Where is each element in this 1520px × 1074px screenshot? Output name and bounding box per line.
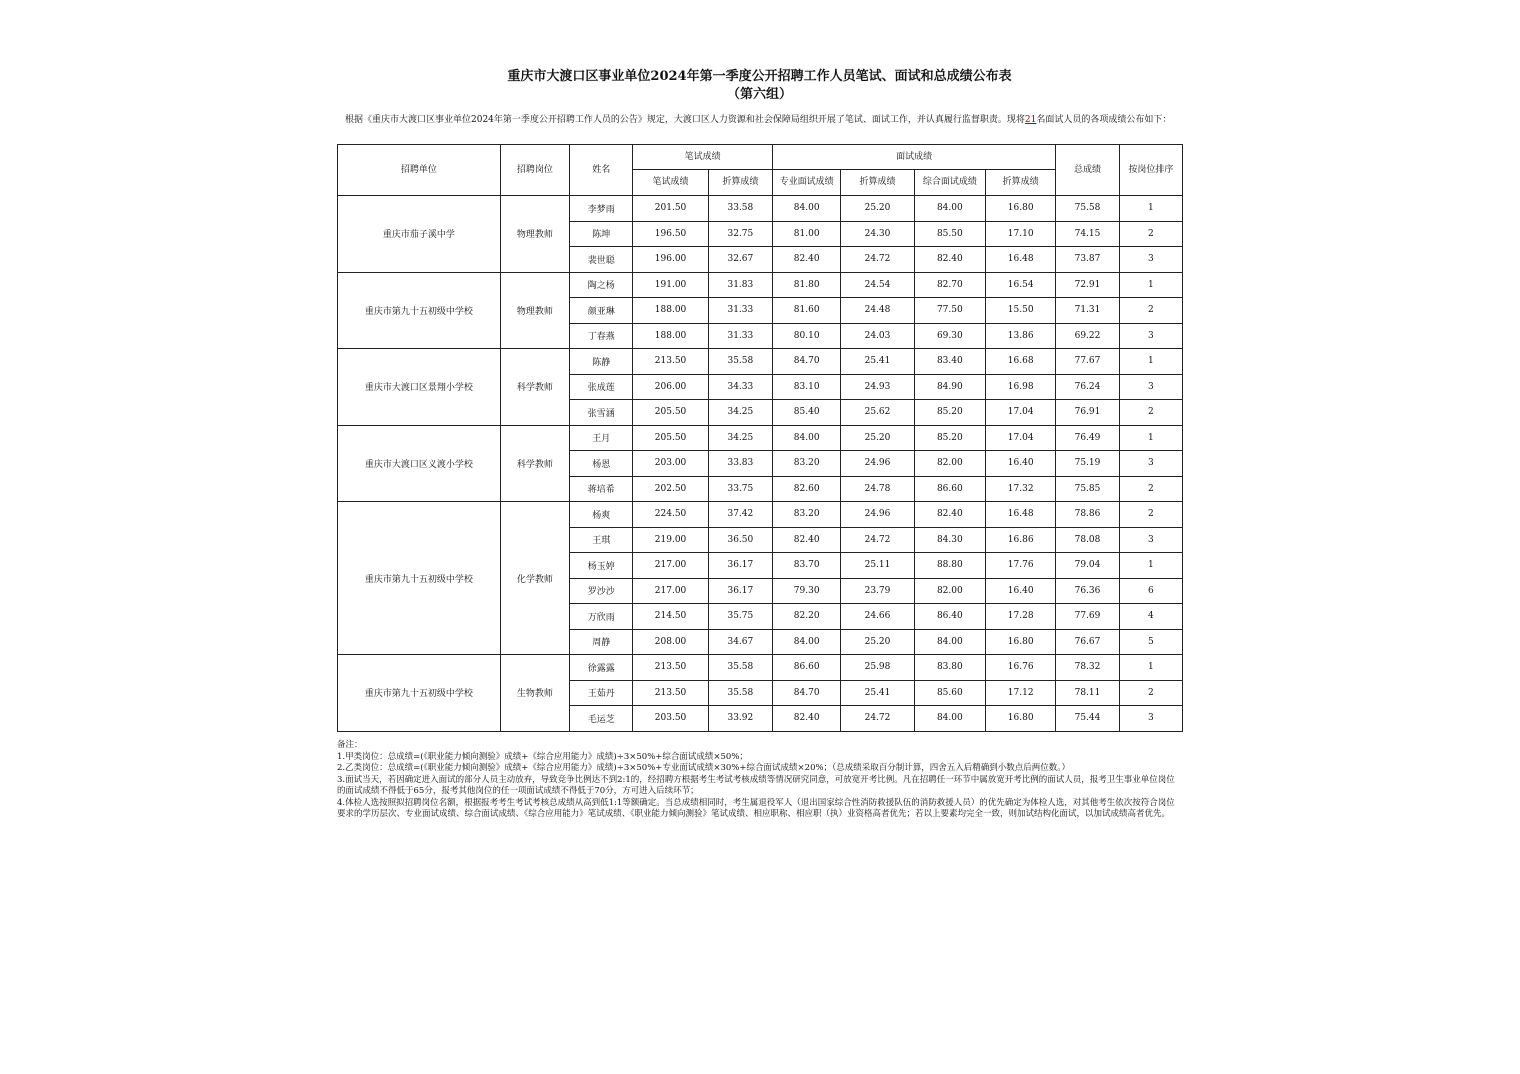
cell-written-converted: 35.58 [708,680,772,706]
cell-written-converted: 32.75 [708,221,772,247]
table-row [338,272,1183,298]
cell-comp-converted: 16.48 [986,247,1056,273]
cell-pro-interview: 86.60 [773,655,841,681]
intro-paragraph [337,114,1182,127]
cell-total: 78.11 [1056,680,1119,706]
cell-comp-converted: 17.04 [986,400,1056,426]
cell-name: 王茹丹 [570,680,633,706]
cell-written-score: 219.00 [633,527,708,553]
cell-name: 李梦雨 [570,196,633,222]
cell-rank: 1 [1119,553,1182,579]
cell-written-score: 203.00 [633,451,708,477]
cell-name: 陶之杨 [570,272,633,298]
cell-written-converted: 35.58 [708,655,772,681]
cell-comp-converted: 15.50 [986,298,1056,324]
cell-written-converted: 35.58 [708,349,772,375]
cell-comp-interview: 82.00 [914,451,985,477]
header-comp-converted: 折算成绩 [986,170,1056,196]
cell-pro-interview: 82.40 [773,706,841,732]
cell-comp-interview: 86.40 [914,604,985,630]
cell-written-score: 196.00 [633,247,708,273]
cell-rank: 2 [1119,502,1182,528]
cell-rank: 2 [1119,400,1182,426]
cell-name: 陈坤 [570,221,633,247]
cell-written-converted: 34.33 [708,374,772,400]
note-item: 2.乙类岗位：总成绩=(《职业能力倾向测验》成绩+《综合应用能力》成绩)÷3×50%+专业面试成绩×30%+综合面试成绩×20%；（总成绩采取百分制计算，四舍五入后精确到小数点后两位数。） [337,763,1071,773]
intro-text-after: 名面试人员的各项成绩公布如下： [1036,115,1172,125]
cell-comp-converted: 16.48 [986,502,1056,528]
cell-pro-converted: 24.48 [841,298,914,324]
cell-total: 77.67 [1056,349,1119,375]
cell-comp-interview: 83.80 [914,655,985,681]
header-pro-converted: 折算成绩 [841,170,914,196]
cell-comp-interview: 82.00 [914,578,985,604]
cell-pro-interview: 84.70 [773,349,841,375]
cell-written-converted: 36.50 [708,527,772,553]
cell-comp-interview: 77.50 [914,298,985,324]
cell-comp-interview: 84.90 [914,374,985,400]
cell-total: 69.22 [1056,323,1119,349]
cell-total: 76.91 [1056,400,1119,426]
cell-written-score: 208.00 [633,629,708,655]
cell-comp-converted: 17.32 [986,476,1056,502]
cell-written-converted: 33.83 [708,451,772,477]
cell-written-score: 224.50 [633,502,708,528]
note-item: 3.面试当天，若因确定进入面试的部分人员主动放弃，导致竞争比例达不到2:1的，经招聘方根据考生考试考核成绩等情况研究同意，可放宽开考比例。凡在招聘任一环节中属放宽开考比例的面试人员，报考卫生事业单位岗位的面试成绩不得低于65分，报考其他岗位的任一项面试成绩不得低于70分，方可进入后续环节； [337,774,1175,796]
cell-comp-interview: 84.00 [914,629,985,655]
cell-pro-interview: 82.40 [773,527,841,553]
cell-written-score: 213.50 [633,680,708,706]
page-title: 重庆市大渡口区事业单位2024年第一季度公开招聘工作人员笔试、面试和总成绩公布表 [507,69,1012,84]
cell-total: 79.04 [1056,553,1119,579]
cell-name: 张雪涵 [570,400,633,426]
cell-name: 王月 [570,425,633,451]
cell-total: 71.31 [1056,298,1119,324]
cell-total: 72.91 [1056,272,1119,298]
cell-rank: 3 [1119,374,1182,400]
cell-pro-interview: 84.70 [773,680,841,706]
cell-pro-converted: 24.96 [841,451,914,477]
cell-position: 化学教师 [500,502,569,655]
cell-comp-interview: 85.20 [914,425,985,451]
cell-comp-interview: 88.80 [914,553,985,579]
cell-name: 丁春燕 [570,323,633,349]
cell-comp-interview: 83.40 [914,349,985,375]
cell-comp-interview: 82.40 [914,502,985,528]
cell-comp-converted: 16.80 [986,196,1056,222]
cell-pro-interview: 84.00 [773,425,841,451]
cell-comp-converted: 16.54 [986,272,1056,298]
cell-pro-converted: 25.20 [841,196,914,222]
cell-name: 颜亚琳 [570,298,633,324]
cell-pro-converted: 25.11 [841,553,914,579]
cell-rank: 3 [1119,451,1182,477]
cell-total: 75.85 [1056,476,1119,502]
cell-comp-interview: 85.60 [914,680,985,706]
cell-total: 77.69 [1056,604,1119,630]
cell-total: 73.87 [1056,247,1119,273]
table-row [338,349,1183,375]
page-subtitle: （第六组） [726,87,792,102]
cell-total: 78.08 [1056,527,1119,553]
header-position: 招聘岗位 [500,145,569,196]
cell-name: 杨玉婷 [570,553,633,579]
cell-comp-converted: 16.68 [986,349,1056,375]
header-comp-interview: 综合面试成绩 [914,170,985,196]
cell-written-converted: 33.92 [708,706,772,732]
cell-written-score: 213.50 [633,349,708,375]
intro-text-before: 根据《重庆市大渡口区事业单位2024年第一季度公开招聘工作人员的公告》规定，大渡口区人力资源和社会保障局组织开展了笔试、面试工作，并认真履行监督职责。现将 [345,115,1025,125]
cell-written-converted: 33.75 [708,476,772,502]
cell-total: 78.32 [1056,655,1119,681]
cell-rank: 1 [1119,196,1182,222]
cell-pro-interview: 83.10 [773,374,841,400]
cell-rank: 3 [1119,247,1182,273]
cell-pro-converted: 25.20 [841,425,914,451]
cell-pro-converted: 24.96 [841,502,914,528]
cell-position: 生物教师 [500,655,569,732]
cell-pro-interview: 81.80 [773,272,841,298]
cell-pro-interview: 85.40 [773,400,841,426]
note-item: 4.体检人选按照拟招聘岗位名额，根据报考考生考试考核总成绩从高到低1:1等额确定。当总成绩相同时，考生属退役军人（退出国家综合性消防救援队伍的消防救援人员）的优先确定为体检人选，对其他考生依次按符合岗位要求的学历层次、专业面试成绩、综合面试成绩、《综合应用能力》笔试成绩、《职业能力倾向测验》笔试成绩、相应职称、相应职（执）业资格高者优先；若以上要素均完全一致，则加试结构化面试，以加试成绩高者优先。 [337,797,1175,819]
cell-pro-interview: 83.20 [773,451,841,477]
cell-pro-interview: 82.60 [773,476,841,502]
cell-pro-interview: 83.20 [773,502,841,528]
cell-written-converted: 31.83 [708,272,772,298]
cell-position: 物理教师 [500,272,569,349]
cell-comp-interview: 85.20 [914,400,985,426]
cell-written-score: 214.50 [633,604,708,630]
cell-name: 徐露露 [570,655,633,681]
header-pro-interview: 专业面试成绩 [773,170,841,196]
cell-pro-interview: 84.00 [773,196,841,222]
cell-rank: 4 [1119,604,1182,630]
header-rank: 按岗位排序 [1119,145,1182,196]
cell-comp-converted: 13.86 [986,323,1056,349]
cell-written-score: 213.50 [633,655,708,681]
cell-comp-interview: 84.30 [914,527,985,553]
cell-comp-interview: 84.00 [914,706,985,732]
cell-total: 74.15 [1056,221,1119,247]
table-row [338,196,1183,222]
cell-total: 76.36 [1056,578,1119,604]
cell-rank: 1 [1119,272,1182,298]
cell-written-score: 188.00 [633,298,708,324]
cell-pro-interview: 79.30 [773,578,841,604]
cell-pro-converted: 24.72 [841,527,914,553]
cell-pro-interview: 84.00 [773,629,841,655]
cell-comp-converted: 16.80 [986,706,1056,732]
cell-comp-converted: 16.80 [986,629,1056,655]
cell-written-score: 201.50 [633,196,708,222]
cell-pro-converted: 24.72 [841,247,914,273]
header-total: 总成绩 [1056,145,1119,196]
cell-name: 罗沙沙 [570,578,633,604]
cell-written-score: 205.50 [633,400,708,426]
cell-rank: 2 [1119,221,1182,247]
cell-pro-converted: 24.66 [841,604,914,630]
table-row [338,425,1183,451]
cell-name: 万欣雨 [570,604,633,630]
cell-written-converted: 37.42 [708,502,772,528]
cell-total: 75.58 [1056,196,1119,222]
cell-name: 杨爽 [570,502,633,528]
cell-rank: 2 [1119,298,1182,324]
cell-total: 78.86 [1056,502,1119,528]
cell-written-converted: 34.25 [708,425,772,451]
cell-comp-interview: 69.30 [914,323,985,349]
cell-unit: 重庆市大渡口区义渡小学校 [338,425,501,502]
cell-position: 科学教师 [500,425,569,502]
cell-pro-interview: 83.70 [773,553,841,579]
cell-name: 毛运芝 [570,706,633,732]
cell-pro-converted: 25.98 [841,655,914,681]
cell-written-converted: 36.17 [708,578,772,604]
cell-pro-converted: 23.79 [841,578,914,604]
cell-comp-converted: 17.04 [986,425,1056,451]
cell-unit: 重庆市第九十五初级中学校 [338,655,501,732]
cell-pro-interview: 81.60 [773,298,841,324]
cell-rank: 1 [1119,349,1182,375]
cell-comp-interview: 86.60 [914,476,985,502]
cell-pro-interview: 82.40 [773,247,841,273]
cell-comp-converted: 17.12 [986,680,1056,706]
cell-comp-converted: 16.40 [986,578,1056,604]
cell-unit: 重庆市第九十五初级中学校 [338,502,501,655]
cell-name: 王琪 [570,527,633,553]
cell-comp-converted: 16.98 [986,374,1056,400]
header-written-group: 笔试成绩 [633,145,773,170]
cell-pro-interview: 81.00 [773,221,841,247]
table-row [338,502,1183,528]
cell-written-score: 191.00 [633,272,708,298]
scores-table-body [338,196,1183,732]
cell-comp-interview: 85.50 [914,221,985,247]
cell-rank: 1 [1119,425,1182,451]
table-row [338,655,1183,681]
header-unit: 招聘单位 [338,145,501,196]
note-item: 1.甲类岗位：总成绩=(《职业能力倾向测验》成绩+《综合应用能力》成绩)÷3×50%+综合面试成绩×50%； [337,751,748,762]
cell-written-score: 217.00 [633,553,708,579]
cell-pro-converted: 25.62 [841,400,914,426]
cell-comp-interview: 82.40 [914,247,985,273]
cell-pro-converted: 24.03 [841,323,914,349]
cell-rank: 2 [1119,476,1182,502]
header-name: 姓名 [570,145,633,196]
cell-name: 裴世聪 [570,247,633,273]
cell-comp-converted: 17.10 [986,221,1056,247]
cell-comp-converted: 17.28 [986,604,1056,630]
cell-name: 陈静 [570,349,633,375]
cell-pro-converted: 24.72 [841,706,914,732]
cell-written-score: 202.50 [633,476,708,502]
cell-comp-converted: 17.76 [986,553,1056,579]
cell-name: 周静 [570,629,633,655]
cell-total: 76.49 [1056,425,1119,451]
cell-pro-interview: 80.10 [773,323,841,349]
cell-position: 物理教师 [500,196,569,273]
cell-total: 76.24 [1056,374,1119,400]
scores-table [337,144,1183,732]
cell-total: 75.19 [1056,451,1119,477]
cell-written-converted: 36.17 [708,553,772,579]
cell-comp-converted: 16.76 [986,655,1056,681]
cell-comp-interview: 84.00 [914,196,985,222]
cell-rank: 2 [1119,680,1182,706]
cell-rank: 5 [1119,629,1182,655]
cell-written-converted: 32.67 [708,247,772,273]
header-written-score: 笔试成绩 [633,170,708,196]
cell-pro-converted: 24.30 [841,221,914,247]
cell-pro-converted: 25.41 [841,680,914,706]
notes-label: 备注： [337,740,363,750]
cell-written-converted: 35.75 [708,604,772,630]
cell-written-score: 196.50 [633,221,708,247]
cell-pro-converted: 24.54 [841,272,914,298]
cell-pro-interview: 82.20 [773,604,841,630]
cell-rank: 6 [1119,578,1182,604]
header-written-converted: 折算成绩 [708,170,772,196]
cell-written-score: 203.50 [633,706,708,732]
cell-pro-converted: 24.78 [841,476,914,502]
cell-total: 75.44 [1056,706,1119,732]
cell-name: 蒋培希 [570,476,633,502]
cell-total: 76.67 [1056,629,1119,655]
cell-pro-converted: 25.41 [841,349,914,375]
cell-comp-interview: 82.70 [914,272,985,298]
cell-written-converted: 31.33 [708,323,772,349]
cell-written-converted: 34.67 [708,629,772,655]
cell-unit: 重庆市第九十五初级中学校 [338,272,501,349]
cell-rank: 3 [1119,323,1182,349]
cell-written-converted: 33.58 [708,196,772,222]
cell-unit: 重庆市茄子溪中学 [338,196,501,273]
cell-rank: 1 [1119,655,1182,681]
notes [337,740,1182,821]
cell-pro-converted: 24.93 [841,374,914,400]
cell-position: 科学教师 [500,349,569,426]
cell-written-score: 188.00 [633,323,708,349]
cell-comp-converted: 16.40 [986,451,1056,477]
cell-name: 张成莲 [570,374,633,400]
cell-rank: 3 [1119,706,1182,732]
cell-written-score: 217.00 [633,578,708,604]
cell-written-score: 206.00 [633,374,708,400]
header-interview-group: 面试成绩 [773,145,1056,170]
cell-written-converted: 31.33 [708,298,772,324]
intro-count: 21 [1024,115,1037,125]
cell-comp-converted: 16.86 [986,527,1056,553]
cell-written-converted: 34.25 [708,400,772,426]
cell-name: 杨恩 [570,451,633,477]
cell-unit: 重庆市大渡口区景翔小学校 [338,349,501,426]
cell-written-score: 205.50 [633,425,708,451]
cell-pro-converted: 25.20 [841,629,914,655]
cell-rank: 3 [1119,527,1182,553]
